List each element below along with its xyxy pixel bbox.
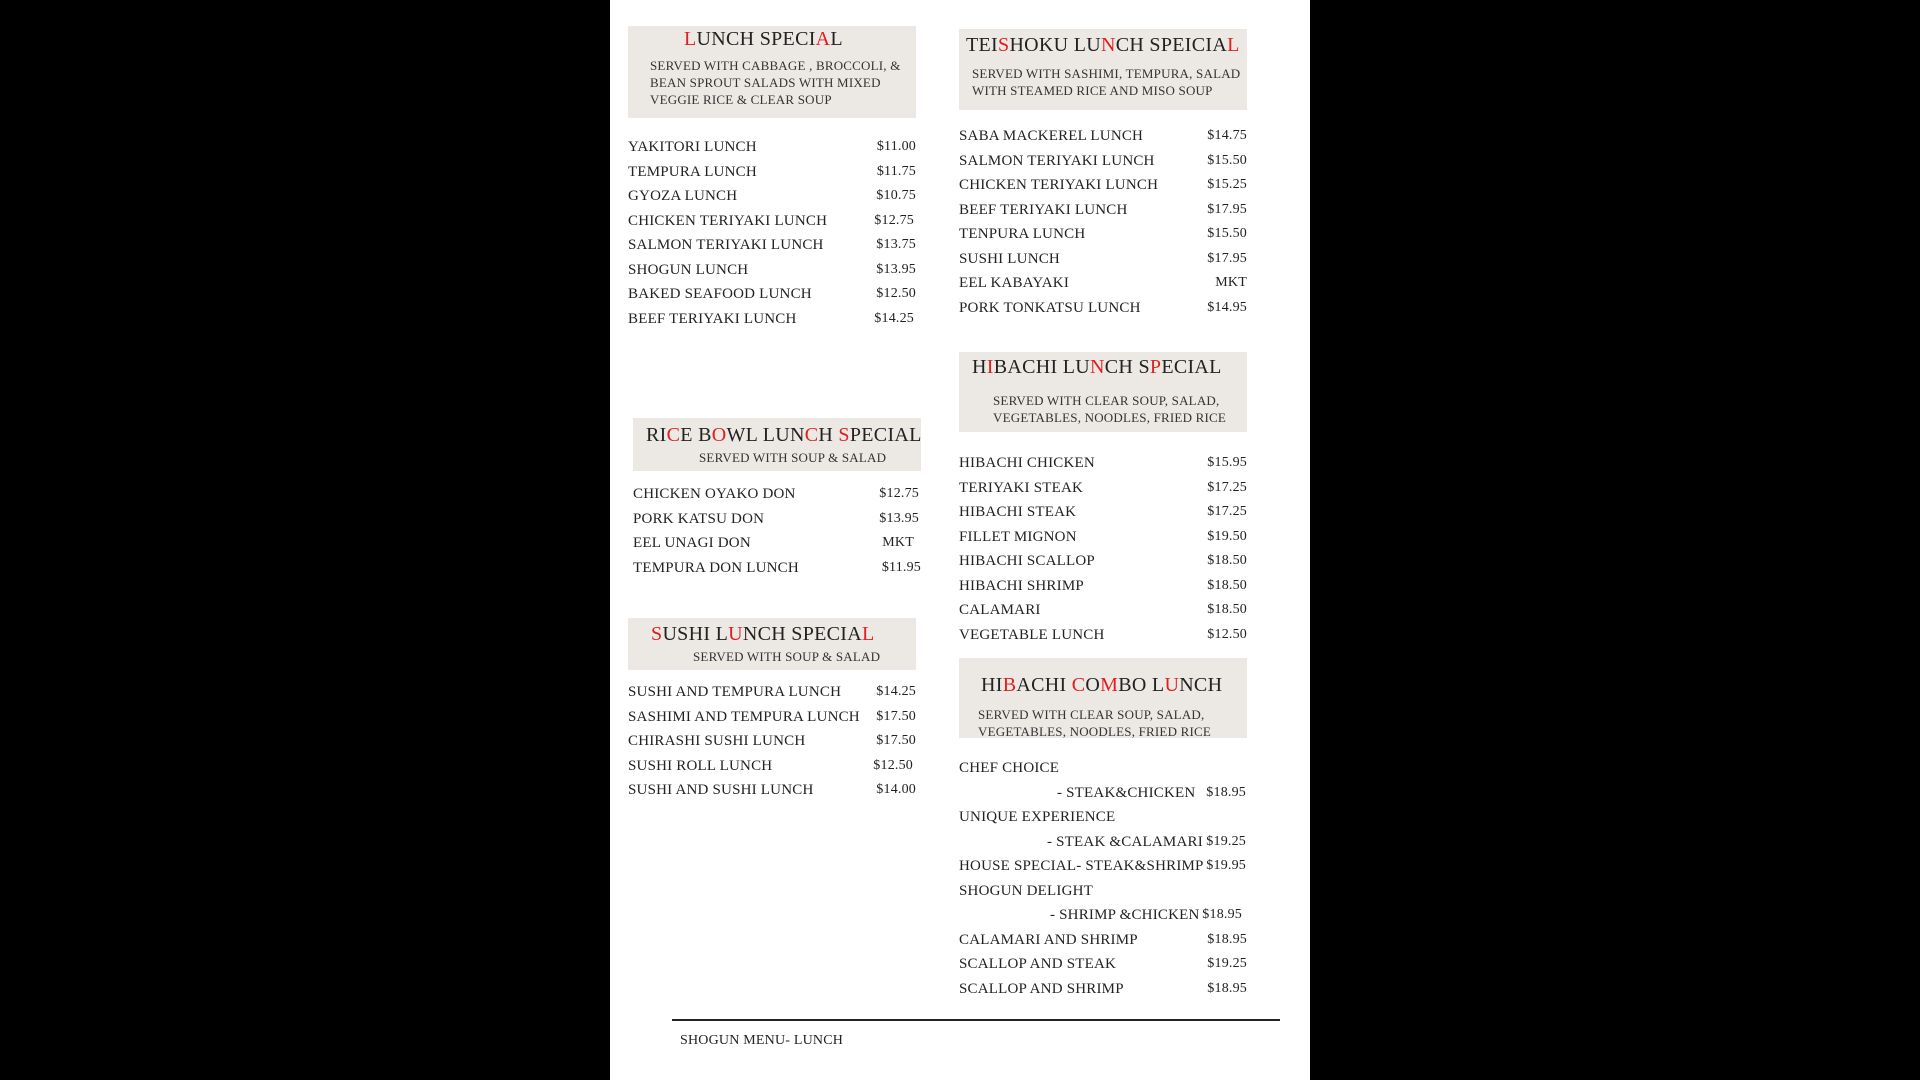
item-price: $17.50 [876, 708, 916, 724]
lunch-special-title: LUNCH SPECIAL [684, 28, 843, 50]
list-item [633, 486, 921, 511]
hibachi-combo-header [959, 658, 1247, 738]
item-price: $15.50 [1207, 226, 1247, 241]
list-item [628, 139, 916, 164]
list-item [959, 760, 1247, 785]
rice-bowl-header [633, 418, 921, 471]
hibachi-lunch-subtitle: SERVED WITH CLEAR SOUP, SALAD, VEGETABLES, NOODLES, FRIED RICE [993, 393, 1227, 425]
item-name: CALAMARI AND SHRIMP [959, 931, 1138, 948]
item-name: SUSHI AND TEMPURA LUNCH [628, 684, 842, 700]
item-name: SUSHI AND SUSHI LUNCH [628, 782, 814, 798]
item-price: $17.50 [876, 733, 916, 748]
item-name: CALAMARI [959, 602, 1041, 618]
rice-bowl-title: RICE BOWL LUNCH SPECIAL [646, 424, 922, 446]
item-name: SHOGUN DELIGHT [959, 882, 1094, 899]
list-item [959, 578, 1247, 603]
list-item [959, 883, 1247, 908]
item-name: PORK TONKATSU LUNCH [959, 299, 1141, 316]
list-item [628, 311, 916, 336]
teishoku-list [959, 128, 1247, 324]
item-name: HIBACHI CHICKEN [959, 455, 1095, 471]
item-name: BEEF TERIYAKI LUNCH [628, 310, 797, 327]
item-name: HOUSE SPECIAL- STEAK&SHRIMP [959, 858, 1204, 874]
list-item [959, 455, 1247, 480]
item-price: $18.50 [1207, 577, 1247, 593]
list-item [628, 782, 916, 807]
item-name: YAKITORI LUNCH [628, 139, 757, 155]
item-price: $12.50 [876, 286, 916, 301]
item-price: $18.95 [1207, 931, 1247, 947]
hibachi-lunch-header [959, 352, 1247, 432]
item-name: SCALLOP AND STEAK [959, 956, 1117, 972]
hibachi-combo-title: HIBACHI COMBO LUNCH [981, 674, 1223, 696]
list-item [959, 785, 1247, 810]
item-price: $18.95 [1202, 907, 1242, 922]
footer-divider [672, 1019, 1280, 1021]
item-price: $19.95 [1206, 858, 1246, 873]
list-item [959, 553, 1247, 578]
item-price: $10.75 [876, 188, 916, 203]
item-name: - STEAK&CHICKEN [1057, 784, 1196, 801]
list-item [959, 529, 1247, 554]
item-name: BEEF TERIYAKI LUNCH [959, 201, 1128, 218]
item-name: SALMON TERIYAKI LUNCH [628, 237, 824, 253]
item-name: PORK KATSU DON [633, 510, 765, 527]
list-item [959, 932, 1247, 957]
item-price: $14.00 [876, 782, 916, 797]
item-name: SABA MACKEREL LUNCH [959, 128, 1144, 144]
item-name: HIBACHI STEAK [959, 504, 1077, 520]
lunch-special-subtitle: SERVED WITH CABBAGE , BROCCOLI, & BEAN SPROUT SALADS WITH MIXED VEGGIE RICE & CLEAR SOUP [650, 58, 901, 107]
item-name: SCALLOP AND SHRIMP [959, 980, 1124, 997]
hibachi-combo-subtitle: SERVED WITH CLEAR SOUP, SALAD, VEGETABLES, NOODLES, FRIED RICE [978, 707, 1212, 739]
hibachi-lunch-list [959, 455, 1247, 651]
item-name: CHICKEN TERIYAKI LUNCH [628, 212, 828, 229]
item-name: TEMPURA LUNCH [628, 163, 757, 180]
list-item [959, 226, 1247, 251]
list-item [959, 300, 1247, 325]
item-price: $17.95 [1207, 250, 1247, 266]
rice-bowl-subtitle: SERVED WITH SOUP & SALAD [699, 450, 887, 465]
footer-text: SHOGUN MENU- LUNCH [680, 1033, 844, 1048]
item-price: $14.25 [874, 310, 914, 326]
hibachi-lunch-title: HIBACHI LUNCH SPECIAL [972, 356, 1222, 378]
item-price: $13.95 [879, 510, 919, 526]
item-price: $17.25 [1207, 504, 1247, 519]
list-item [959, 251, 1247, 276]
item-name: SUSHI LUNCH [959, 250, 1060, 267]
item-name: HIBACHI SCALLOP [959, 553, 1095, 569]
list-item [628, 758, 916, 783]
item-name: TERIYAKI STEAK [959, 479, 1084, 496]
item-name: CHICKEN OYAKO DON [633, 486, 796, 502]
list-item [959, 153, 1247, 178]
list-item [959, 602, 1247, 627]
teishoku-header [959, 29, 1247, 110]
item-price: $13.95 [876, 261, 916, 277]
lunch-special-list [628, 139, 916, 335]
item-price: $13.75 [876, 237, 916, 252]
item-name: CHEF CHOICE [959, 760, 1060, 776]
list-item [959, 956, 1247, 981]
list-item [628, 733, 916, 758]
menu-page [610, 0, 1310, 1080]
item-name: HIBACHI SHRIMP [959, 577, 1084, 594]
list-item [959, 809, 1247, 834]
list-item [959, 275, 1247, 300]
list-item [628, 213, 916, 238]
item-name: CHIRASHI SUSHI LUNCH [628, 733, 806, 749]
item-name: CHICKEN TERIYAKI LUNCH [959, 177, 1159, 193]
list-item [628, 164, 916, 189]
item-name: SHOGUN LUNCH [628, 261, 749, 278]
item-name: VEGETABLE LUNCH [959, 626, 1105, 643]
item-price: $17.25 [1207, 479, 1247, 495]
teishoku-subtitle: SERVED WITH SASHIMI, TEMPURA, SALAD WITH STEAMED RICE AND MISO SOUP [972, 66, 1241, 98]
list-item [959, 504, 1247, 529]
list-item [959, 480, 1247, 505]
teishoku-title: TEISHOKU LUNCH SPEICIAL [966, 34, 1240, 56]
list-item [959, 907, 1247, 932]
list-item [628, 188, 916, 213]
item-price: $14.95 [1207, 299, 1247, 315]
list-item [959, 202, 1247, 227]
item-price: $19.25 [1206, 833, 1246, 849]
item-name: TEMPURA DON LUNCH [633, 559, 799, 576]
list-item [959, 177, 1247, 202]
list-item [628, 286, 916, 311]
item-price: $15.25 [1207, 177, 1247, 192]
item-name: SUSHI ROLL LUNCH [628, 757, 773, 774]
item-name: UNIQUE EXPERIENCE [959, 809, 1116, 825]
sushi-lunch-list [628, 684, 916, 807]
list-item [628, 709, 916, 734]
item-price: $18.95 [1207, 980, 1247, 996]
sushi-lunch-header [628, 618, 916, 670]
item-name: EEL KABAYAKI [959, 275, 1070, 291]
item-price: $11.75 [876, 163, 916, 179]
list-item [633, 511, 921, 536]
list-item [633, 535, 921, 560]
item-price: $11.00 [876, 139, 916, 154]
item-price: $15.95 [1207, 455, 1247, 470]
item-price: $12.75 [874, 212, 914, 228]
item-price: $17.95 [1207, 201, 1247, 217]
list-item [959, 858, 1247, 883]
list-item [628, 262, 916, 287]
sushi-lunch-subtitle: SERVED WITH SOUP & SALAD [693, 649, 881, 664]
item-price: $18.50 [1207, 602, 1247, 617]
lunch-special-header [628, 26, 916, 118]
item-price: $12.50 [873, 757, 913, 773]
list-item [959, 834, 1247, 859]
hibachi-combo-list [959, 760, 1247, 1005]
item-price: $14.75 [1207, 128, 1247, 143]
item-price: $18.95 [1206, 784, 1246, 800]
item-price: $18.50 [1207, 553, 1247, 568]
item-name: SASHIMI AND TEMPURA LUNCH [628, 708, 860, 725]
list-item [633, 560, 921, 585]
item-price: MKT [1215, 275, 1247, 290]
item-name: SALMON TERIYAKI LUNCH [959, 152, 1155, 169]
item-name: FILLET MIGNON [959, 528, 1077, 545]
rice-bowl-list [633, 486, 921, 584]
item-price: $14.25 [876, 684, 916, 699]
list-item [959, 981, 1247, 1006]
list-item [959, 128, 1247, 153]
item-price: MKT [882, 535, 914, 550]
list-item [628, 684, 916, 709]
item-price: $15.50 [1207, 152, 1247, 168]
list-item [959, 627, 1247, 652]
item-price: $19.50 [1207, 528, 1247, 544]
item-name: BAKED SEAFOOD LUNCH [628, 286, 812, 302]
item-name: GYOZA LUNCH [628, 188, 738, 204]
item-name: - STEAK &CALAMARI [1047, 833, 1203, 850]
item-price: $19.25 [1207, 956, 1247, 971]
list-item [628, 237, 916, 262]
item-price: $11.95 [881, 559, 921, 575]
item-name: TENPURA LUNCH [959, 226, 1086, 242]
item-name: EEL UNAGI DON [633, 535, 751, 551]
item-name: - SHRIMP &CHICKEN [1050, 907, 1200, 923]
sushi-lunch-title: SUSHI LUNCH SPECIAL [651, 623, 875, 645]
item-price: $12.75 [879, 486, 919, 501]
item-price: $12.50 [1207, 626, 1247, 642]
